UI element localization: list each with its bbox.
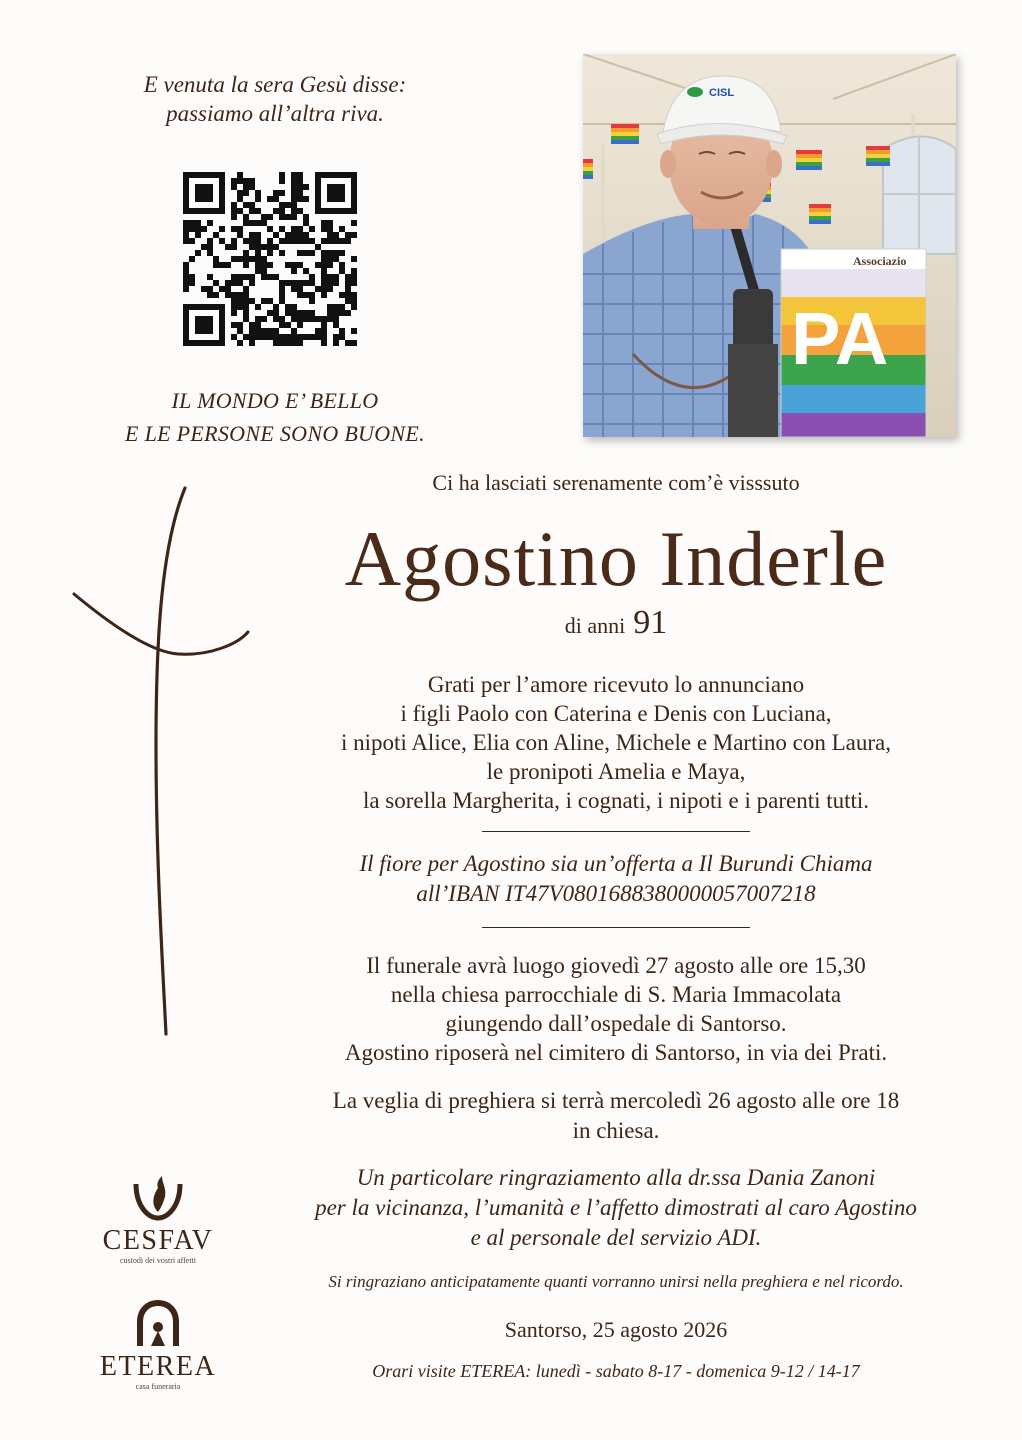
announce-line: Grati per l’amore ricevuto lo annunciano: [427, 672, 805, 697]
funeral-line: nella chiesa parrocchiale di S. Maria Immacolata: [390, 982, 842, 1007]
divider: [482, 831, 750, 832]
cesfav-name: CESFAV: [102, 1225, 214, 1256]
peace-banner: [781, 249, 926, 437]
announcement: [262, 670, 970, 815]
motto: [60, 384, 490, 450]
funeral-details: [262, 951, 970, 1067]
funeral-line: Agostino riposerà nel cimitero di Santorso, in via dei Prati.: [344, 1040, 888, 1065]
arch-icon: [134, 1300, 182, 1348]
funeral-line: giungendo dall’ospedale di Santorso.: [445, 1011, 787, 1036]
vigil-line: La veglia di preghiera si terrà mercoledì 26 agosto alle ore 18: [332, 1088, 900, 1113]
announce-line: i nipoti Alice, Elia con Aline, Michele e Martino con Laura,: [341, 730, 891, 755]
thanks-note: [262, 1163, 970, 1253]
qr-code[interactable]: [183, 172, 357, 346]
portrait-photo: [583, 54, 956, 437]
age-label: di anni: [564, 613, 626, 638]
cesfav-logo: [88, 1176, 228, 1265]
announce-line: la sorella Margherita, i cognati, i nipoti e i parenti tutti.: [362, 788, 870, 813]
eterea-tagline: casa funeraria: [135, 1382, 181, 1391]
vigil-line: in chiesa.: [572, 1118, 660, 1143]
donation-line: Il fiore per Agostino sia un’offerta a Il Burundi Chiama: [359, 851, 873, 876]
motto-line-2: E LE PERSONE SONO BUONE.: [125, 421, 425, 446]
announce-line: i figli Paolo con Caterina e Denis con Luciana,: [400, 701, 832, 726]
cross-icon: [70, 484, 255, 1039]
age-value: 91: [633, 604, 668, 641]
age: [262, 604, 970, 642]
visiting-hours: Orari visite ETEREA: lunedì - sabato 8-17 - domenica 9-12 / 14-17: [372, 1361, 860, 1381]
place-date: Santorso, 25 agosto 2026: [504, 1317, 728, 1342]
quote-line-1: E venuta la sera Gesù disse:: [143, 72, 407, 97]
flame-icon: [132, 1176, 184, 1222]
thanks-line: e al personale del servizio ADI.: [470, 1225, 762, 1250]
divider: [482, 927, 750, 928]
banner-caption: Associazio: [853, 254, 907, 268]
announce-line: le pronipoti Amelia e Maya,: [486, 759, 746, 784]
iban-line: all’IBAN IT47V0801688380000057007218: [416, 881, 816, 906]
cap-logo-text: CISL: [709, 87, 735, 99]
eterea-name: ETEREA: [99, 1351, 217, 1382]
vigil-details: [262, 1086, 970, 1146]
banner-letters: PA: [791, 297, 889, 380]
opening-quote: [60, 70, 490, 128]
deceased-name: Agostino Inderle: [344, 515, 888, 602]
funeral-line: Il funerale avrà luogo giovedì 27 agosto alle ore 15,30: [366, 953, 866, 978]
thanks-line: per la vicinanza, l’umanità e l’affetto dimostrati al caro Agostino: [315, 1195, 917, 1220]
eterea-logo: [88, 1300, 228, 1391]
thanks-line: Un particolare ringraziamento alla dr.ssa Dania Zanoni: [356, 1165, 876, 1190]
donation-note: [262, 849, 970, 909]
motto-line-1: IL MONDO E’ BELLO: [171, 388, 379, 413]
intro-line: Ci ha lasciati serenamente com’è visssuto: [432, 470, 800, 495]
advance-thanks: Si ringraziano anticipatamente quanti vorranno unirsi nella preghiera e nel ricordo.: [328, 1272, 904, 1291]
quote-line-2: passiamo all’altra riva.: [166, 101, 384, 126]
cesfav-tagline: custodi dei vostri affetti: [119, 1256, 197, 1265]
